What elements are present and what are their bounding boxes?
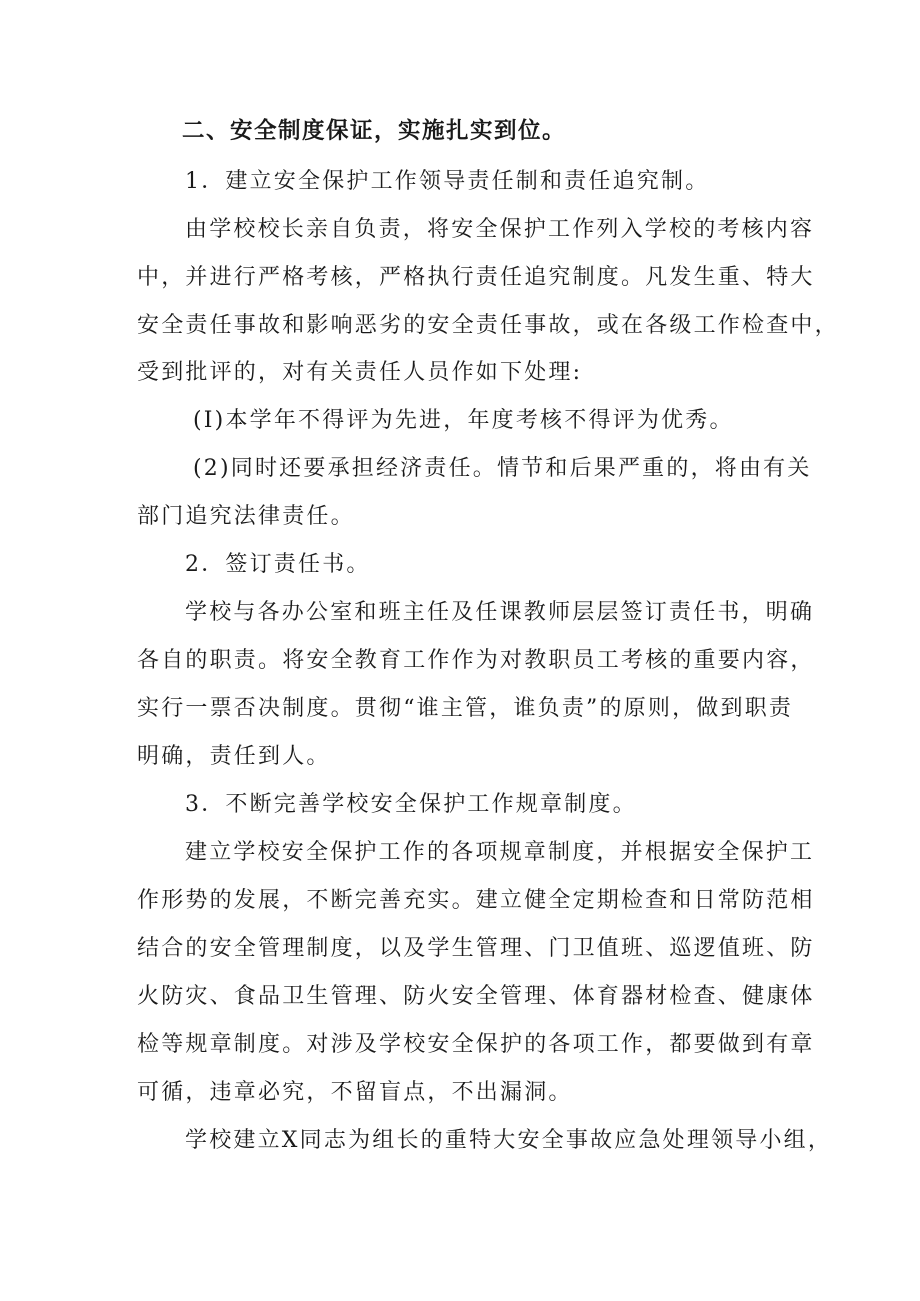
paragraph-line: 建立学校安全保护工作的各项规章制度，并根据安全保护工 [185, 840, 815, 865]
paragraph-line: 作形势的发展，不断完善充实。建立健全定期检查和日常防范相 [137, 888, 815, 913]
sub-item-2: (2)同时还要承担经济责任。情节和后果严重的，将由有关 [193, 456, 812, 481]
section-heading: 二、安全制度保证，实施扎实到位。 [182, 118, 567, 144]
paragraph-line: 部门追究法律责任。 [137, 504, 355, 529]
paragraph-line: 实行一票否决制度。贯彻“谁主管，谁负责”的原则，做到职责 [137, 696, 794, 721]
paragraph-line: 火防灾、食品卫生管理、防火安全管理、体育器材检查、健康体 [137, 984, 815, 1009]
paragraph-line: 由学校校长亲自负责，将安全保护工作列入学校的考核内容 [185, 217, 815, 242]
sub-item-1: (I)本学年不得评为先进，年度考核不得评为优秀。 [193, 408, 734, 433]
paragraph-line: 中，并进行严格考核，严格执行责任追究制度。凡发生重、特大 [137, 265, 815, 290]
item-2-title: 2．签订责任书。 [185, 552, 371, 577]
paragraph-line: 可循，违章必究，不留盲点，不出漏洞。 [137, 1080, 573, 1105]
paragraph-line: 结合的安全管理制度，以及学生管理、门卫值班、巡逻值班、防 [137, 936, 815, 961]
item-1-title: 1．建立安全保护工作领导责任制和责任追究制。 [185, 169, 710, 194]
item-3-title: 3．不断完善学校安全保护工作规章制度。 [185, 792, 637, 817]
paragraph-line: 学校与各办公室和班主任及任课教师层层签订责任书，明确 [185, 600, 815, 625]
paragraph-line: 各自的职责。将安全教育工作作为对教职员工考核的重要内容， [137, 648, 815, 673]
paragraph-line: 受到批评的，对有关责任人员作如下处理: [137, 360, 583, 385]
paragraph-line: 安全责任事故和影响恶劣的安全责任事故，或在各级工作检查中， [137, 313, 839, 338]
paragraph-line: 学校建立X同志为组长的重特大安全事故应急处理领导小组， [185, 1128, 833, 1153]
paragraph-line: 明确，责任到人。 [137, 744, 331, 769]
paragraph-line: 检等规章制度。对涉及学校安全保护的各项工作，都要做到有章 [137, 1032, 815, 1057]
